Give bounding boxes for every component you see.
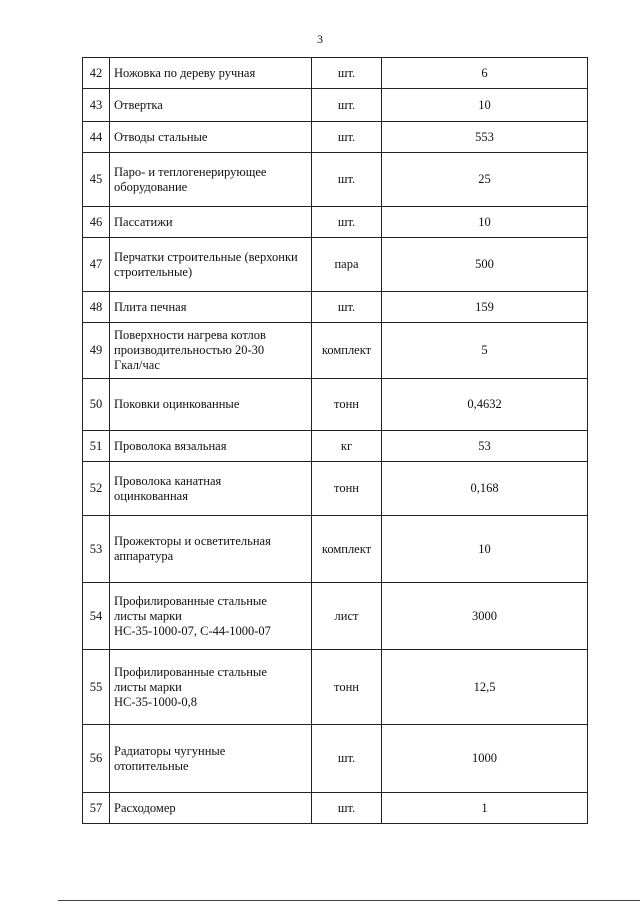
item-unit: тонн (312, 462, 382, 516)
item-name: Расходомер (110, 793, 312, 824)
row-number: 43 (83, 89, 110, 122)
row-number: 53 (83, 516, 110, 583)
row-number: 42 (83, 58, 110, 89)
row-number: 55 (83, 650, 110, 725)
item-quantity: 25 (382, 153, 588, 207)
item-quantity: 0,4632 (382, 379, 588, 431)
table-row (83, 516, 588, 583)
row-number: 57 (83, 793, 110, 824)
item-quantity: 0,168 (382, 462, 588, 516)
row-number: 44 (83, 122, 110, 153)
item-quantity: 553 (382, 122, 588, 153)
item-quantity: 159 (382, 292, 588, 323)
table-row (83, 323, 588, 379)
table-row (83, 431, 588, 462)
item-quantity: 53 (382, 431, 588, 462)
table-row (83, 153, 588, 207)
page-number: 3 (317, 32, 323, 46)
row-number: 54 (83, 583, 110, 650)
item-quantity: 6 (382, 58, 588, 89)
item-quantity: 10 (382, 89, 588, 122)
item-unit: лист (312, 583, 382, 650)
table-row (83, 650, 588, 725)
row-number: 47 (83, 238, 110, 292)
item-unit: комплект (312, 516, 382, 583)
item-name: Проволока вязальная (110, 431, 312, 462)
items-table (82, 57, 588, 824)
row-number: 51 (83, 431, 110, 462)
item-quantity: 1000 (382, 725, 588, 793)
row-number: 45 (83, 153, 110, 207)
item-unit: пара (312, 238, 382, 292)
item-unit: шт. (312, 793, 382, 824)
item-name: Прожекторы и осветительная аппаратура (110, 516, 312, 583)
item-quantity: 12,5 (382, 650, 588, 725)
row-number: 48 (83, 292, 110, 323)
item-unit: шт. (312, 292, 382, 323)
item-unit: тонн (312, 650, 382, 725)
item-unit: шт. (312, 207, 382, 238)
item-name: Профилированные стальные листы марки НС-35-1000-0,8 (110, 650, 312, 725)
item-quantity: 5 (382, 323, 588, 379)
table-row (83, 89, 588, 122)
item-quantity: 10 (382, 207, 588, 238)
item-unit: кг (312, 431, 382, 462)
item-unit: шт. (312, 725, 382, 793)
table-row (83, 725, 588, 793)
item-name: Отводы стальные (110, 122, 312, 153)
item-quantity: 3000 (382, 583, 588, 650)
table-row (83, 58, 588, 89)
item-unit: шт. (312, 153, 382, 207)
table-row (83, 122, 588, 153)
item-name: Радиаторы чугунные отопительные (110, 725, 312, 793)
item-unit: шт. (312, 58, 382, 89)
item-name: Ножовка по дереву ручная (110, 58, 312, 89)
table-row (83, 292, 588, 323)
row-number: 46 (83, 207, 110, 238)
row-number: 49 (83, 323, 110, 379)
row-number: 52 (83, 462, 110, 516)
table-row (83, 207, 588, 238)
item-name: Отвертка (110, 89, 312, 122)
item-name: Пассатижи (110, 207, 312, 238)
item-name: Плита печная (110, 292, 312, 323)
table-row (83, 793, 588, 824)
item-name: Перчатки строительные (верхонки строительные) (110, 238, 312, 292)
table-row (83, 238, 588, 292)
items-table-body (83, 58, 588, 824)
item-name: Проволока канатная оцинкованная (110, 462, 312, 516)
item-unit: тонн (312, 379, 382, 431)
table-row (83, 462, 588, 516)
item-name: Профилированные стальные листы марки НС-35-1000-07, С-44-1000-07 (110, 583, 312, 650)
page-bottom-rule (58, 900, 640, 901)
item-name: Поковки оцинкованные (110, 379, 312, 431)
row-number: 50 (83, 379, 110, 431)
item-name: Поверхности нагрева котлов производительностью 20-30 Гкал/час (110, 323, 312, 379)
row-number: 56 (83, 725, 110, 793)
item-quantity: 10 (382, 516, 588, 583)
item-unit: комплект (312, 323, 382, 379)
item-unit: шт. (312, 122, 382, 153)
item-quantity: 1 (382, 793, 588, 824)
item-quantity: 500 (382, 238, 588, 292)
item-name: Паро- и теплогенерирующее оборудование (110, 153, 312, 207)
table-row (83, 583, 588, 650)
item-unit: шт. (312, 89, 382, 122)
table-row (83, 379, 588, 431)
